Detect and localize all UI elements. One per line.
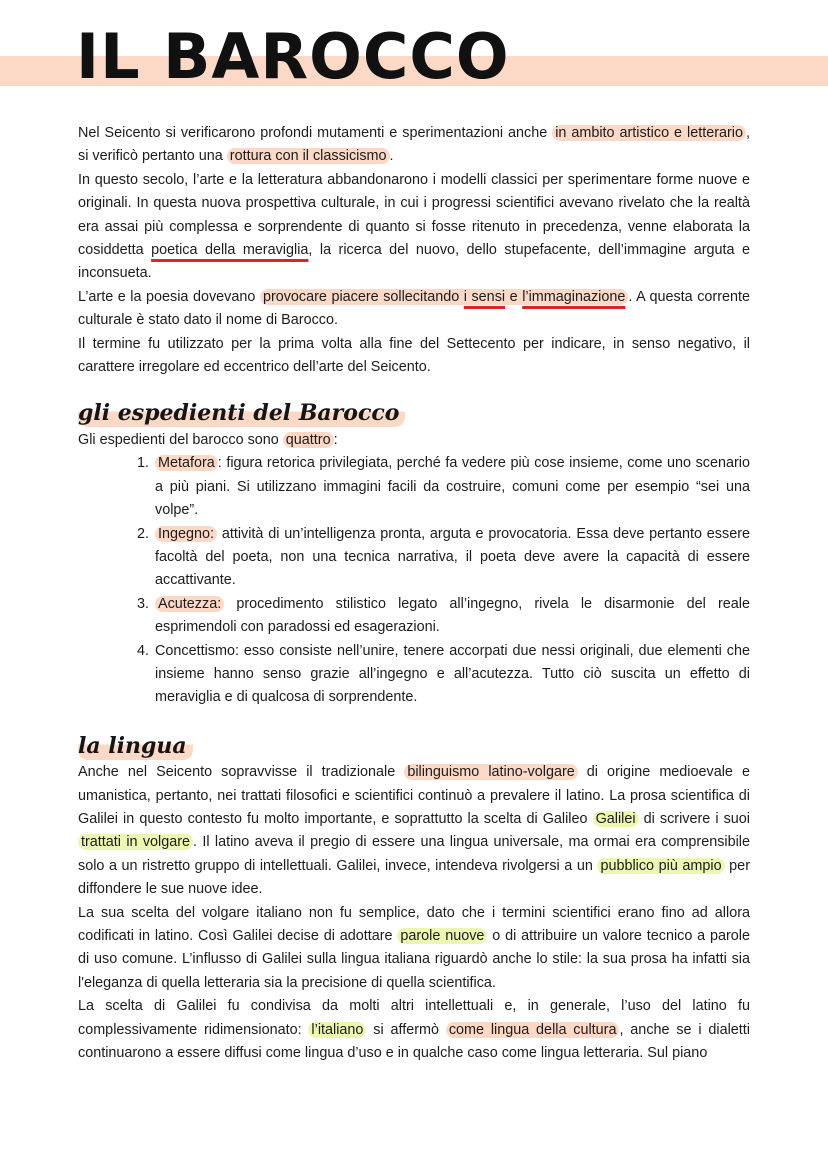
text: La sua scelta del volgare italiano non fu semplice, dato che i termini scientifici erano fino ad allora codificati in latino. Così Galilei decise di adottare	[78, 904, 750, 944]
text: .	[389, 148, 394, 165]
text: di origine medioevale e umanistica, pertanto, nei trattati filosofici e scientifici continuò a prevalere il latino. La prosa scientifica di Galilei in questo contesto fu molto importante, e soprattutto la scelta di Galileo	[78, 764, 750, 827]
highlight-term: Ingegno:	[155, 526, 217, 542]
intro-paragraph-4: Il termine fu utilizzato per la prima volta alla fine del Settecento per indicare, in senso negativo, il carattere irregolare ed eccentrico dell’arte del Seicento.	[78, 335, 750, 376]
text: : figura retorica privilegiata, perché fa vedere più cose insieme, come uno scenario a più piani. Si utilizzano immagini facili da costruire, comuni come per esempio “sei una volpe”.	[155, 455, 750, 519]
highlight: quattro	[283, 432, 334, 448]
text: si affermò	[366, 1021, 446, 1038]
text: Concettismo: esso consiste nell’unire, tenere accorpati due nessi originali, due elementi che insieme hanno senso grazie all’ingegno e all’acutezza. Tutto ciò suscita un effetto di meraviglia e di qualcosa di sorprendente.	[155, 642, 750, 706]
lingua-paragraph-1	[78, 761, 750, 901]
espedienti-list	[78, 452, 750, 709]
intro-paragraph-2	[78, 169, 750, 286]
text: , si verificò pertanto una	[78, 125, 750, 165]
section-heading-lingua: la lingua	[78, 732, 193, 760]
underlined-text: i sensi	[463, 288, 506, 305]
text: , anche se i dialetti continuarono a essere diffusi come lingua d’uso e in qualche caso come lingua letteraria. Sul piano	[78, 1021, 750, 1062]
highlight-yellow: Galilei	[593, 811, 639, 827]
section-heading-espedienti: gli espedienti del Barocco	[78, 399, 405, 427]
document-body	[78, 122, 750, 1065]
text: . Il latino aveva il pregio di essere una lingua universale, ma ormai era comprensibile solo a un ristretto gruppo di intellettuali. Galilei, invece, intendeva rivolgersi a un	[78, 834, 750, 874]
text: La scelta di Galilei fu condivisa da molti altri intellettuali e, in generale, l’uso del latino fu complessivamente ridimensionato:	[78, 998, 750, 1038]
list-item	[153, 640, 750, 710]
highlight	[260, 289, 628, 305]
text: di scrivere i suoi	[638, 810, 750, 827]
highlight-yellow: pubblico più ampio	[597, 858, 724, 874]
highlight: bilinguismo latino-volgare	[404, 764, 577, 780]
highlight-yellow: trattati in volgare	[78, 834, 193, 850]
list-item	[153, 593, 750, 640]
underlined-text: poetica della meraviglia	[151, 242, 309, 259]
highlight-yellow: parole nuove	[397, 928, 487, 944]
espedienti-lead	[78, 429, 750, 452]
lingua-paragraph-2	[78, 902, 750, 996]
text: Nel Seicento si verificarono profondi mutamenti e sperimentazioni anche	[78, 125, 553, 141]
highlight-term: Acutezza:	[155, 596, 224, 612]
highlight-yellow: l’italiano	[308, 1022, 366, 1038]
list-item	[153, 452, 750, 522]
intro-paragraph-3	[78, 286, 750, 333]
text: . A questa corrente culturale è stato dato il nome di Barocco.	[78, 288, 751, 329]
text: provocare piacere sollecitando	[262, 288, 464, 305]
text: attività di un’intelligenza pronta, arguta e provocatoria. Essa deve pertanto essere facoltà del poeta, non una tecnica narrativa, il poeta deve avere la capacità di essere accattivante.	[155, 525, 750, 589]
text: Gli espedienti del barocco sono	[78, 431, 283, 448]
text: o di attribuire un valore tecnico a parole di uso comune. L’influsso di Galilei sulla lingua italiana riguardò anche lo stile: la sua prosa ha infatti sia l'eleganza di quella letteraria sia la precisione di quella scientifica.	[78, 928, 751, 991]
highlight-term: Metafora	[155, 455, 218, 471]
text: per diffondere le sue nuove idee.	[78, 857, 750, 898]
text: e	[505, 288, 523, 305]
highlight: in ambito artistico e letterario	[552, 125, 746, 141]
highlight: come lingua della cultura	[446, 1022, 620, 1038]
text: procedimento stilistico legato all’ingegno, rivela le disarmonie del reale esprimendoli con paradossi ed esagerazioni.	[155, 595, 750, 636]
list-item	[153, 523, 750, 593]
text: Anche nel Seicento sopravvisse il tradizionale	[78, 764, 405, 781]
text: :	[333, 431, 338, 448]
page-title: IL BAROCCO	[76, 20, 510, 93]
text: , la ricerca del nuovo, dello stupefacente, dell’immagine arguta e inconsueta.	[78, 242, 750, 282]
text: In questo secolo, l’arte e la letteratura abbandonarono i modelli classici per sperimentare forme nuove e originali. In questa nuova prospettiva culturale, in cui i progressi scientifici avevano rivelato che la realtà era assai più complessa e sorprendente di quanto si fosse ritenuto in precedenza, venne elaborata la cosiddetta	[78, 171, 750, 259]
intro-paragraph-1	[78, 122, 750, 169]
highlight: rottura con il classicismo	[227, 148, 390, 164]
text: L’arte e la poesia dovevano	[78, 288, 260, 305]
lingua-paragraph-3	[78, 995, 750, 1065]
underlined-text: l’immaginazione	[522, 288, 626, 305]
